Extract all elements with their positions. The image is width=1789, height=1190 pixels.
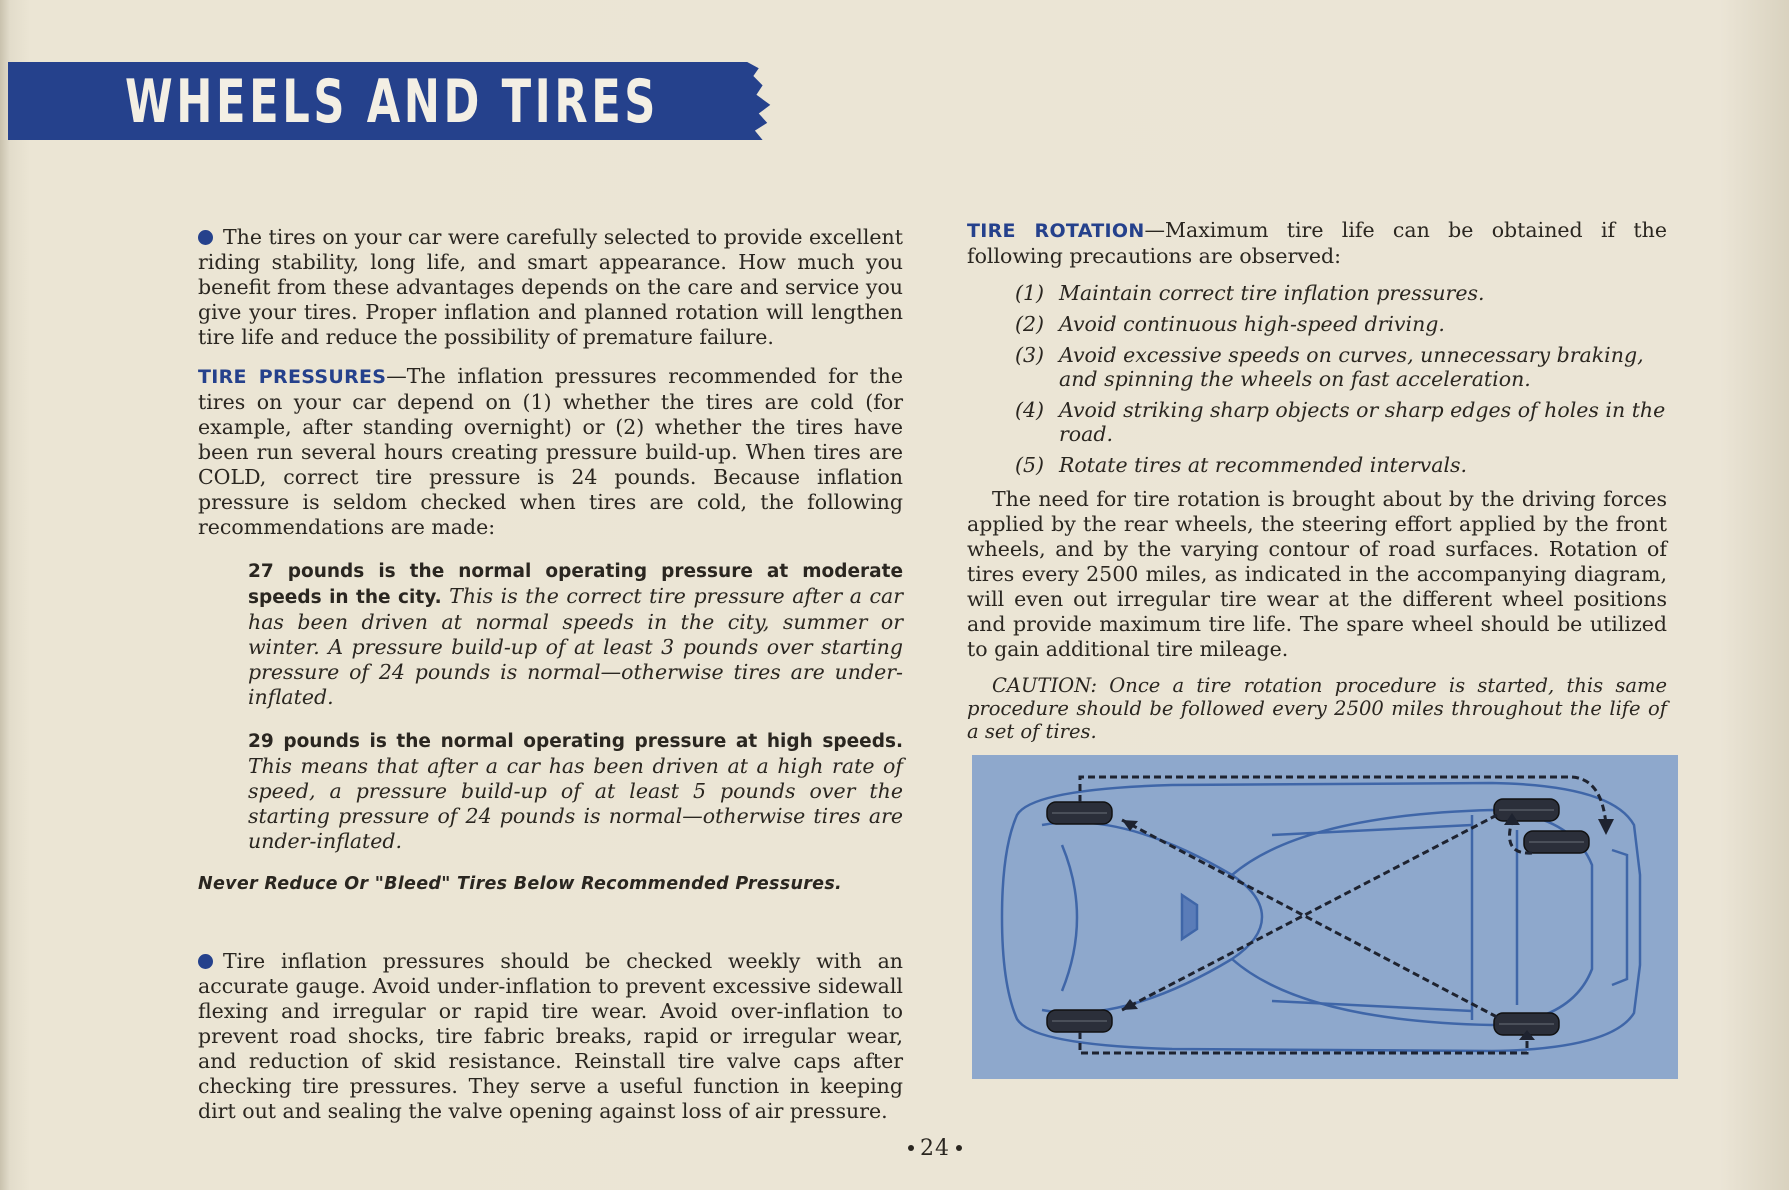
page-number: 24: [880, 1136, 990, 1161]
tire-pressures-heading: TIRE PRESSURES: [198, 366, 387, 388]
tire-rotation-heading: TIRE ROTATION: [967, 220, 1145, 242]
bullet-icon: [198, 230, 213, 245]
bullet-icon: [198, 954, 213, 969]
precautions-list: [1015, 281, 1667, 477]
caution-note: CAUTION: Once a tire rotation procedure is started, this same procedure should be followed every 2500 miles throughout the life of a set of tires.: [967, 674, 1667, 743]
tire-rotation-diagram: [972, 755, 1678, 1079]
intro-paragraph: The tires on your car were carefully selected to provide excellent riding stability, long life, and smart appearance. How much you benefit from these advantages depends on the care and service you give your tires. Proper inflation and planned rotation will lengthen tire life and reduce the possibility of premature failure.: [198, 225, 903, 349]
binding-edge: [0, 0, 10, 1190]
right-column: [967, 218, 1667, 743]
car-top-view-illustration: [972, 755, 1678, 1079]
list-item: (3) Avoid excessive speeds on curves, unnecessary braking, and spinning the wheels on fast acceleration.: [1015, 343, 1644, 391]
arrow-rear-left-to-front-right: [1122, 815, 1497, 1010]
tire-rotation-paragraph: TIRE ROTATION—Maximum tire life can be obtained if the following precautions are observed:: [967, 218, 1667, 268]
list-item: (4) Avoid striking sharp objects or sharp edges of holes in the road.: [1015, 398, 1666, 446]
pressure-27-paragraph: 27 pounds is the normal operating pressure at moderate speeds in the city. This is the correct tire pressure after a car has been driven at normal speeds in the city, summer or winter. A pressure build-up of at least 3 pounds over starting pressure of 24 pounds is normal—otherwise tires are under-inflated.: [248, 561, 903, 709]
page-title: WHEELS AND TIRES: [125, 67, 660, 137]
tires: [1047, 799, 1589, 1035]
list-item: (5) Rotate tires at recommended intervals.: [1015, 453, 1468, 477]
rotation-explanation: The need for tire rotation is brought about by the driving forces applied by the rear wheels, the steering effort applied by the front wheels, and by the varying contour of road surfaces. Rotation of tires every 2500 miles, as indicated in the accompanying diagram, will even out irregular tire wear at the different wheel positions and provide maximum tire life. The spare wheel should be utilized to gain additional tire mileage.: [967, 487, 1667, 661]
inflation-paragraph: Tire inflation pressures should be checked weekly with an accurate gauge. Avoid under-inflation to prevent excessive sidewall flexing and irregular or rapid tire wear. Avoid over-inflation to prevent road shocks, tire fabric breaks, rapid or irregular wear, and reduction of skid resistance. Reinstall tire valve caps after checking tire pressures. They serve a useful function in keeping dirt out and sealing the valve opening against loss of air pressure.: [198, 949, 903, 1123]
list-item: (1) Maintain correct tire inflation pressures.: [1015, 281, 1485, 305]
list-item: (2) Avoid continuous high-speed driving.: [1015, 312, 1445, 336]
left-column: [198, 225, 903, 1124]
never-reduce-warning: Never Reduce Or "Bleed" Tires Below Recommended Pressures.: [198, 874, 842, 894]
pressure-29-paragraph: 29 pounds is the normal operating pressure at high speeds. This means that after a car has been driven at a high rate of speed, a pressure build-up of at least 5 pounds over the starting pressure of 24 pounds is normal—otherwise tires are under-inflated.: [248, 731, 903, 853]
tire-pressures-paragraph: TIRE PRESSURES—The inflation pressures recommended for the tires on your car depend on (1) whether the tires are cold (for example, after standing overnight) or (2) whether the tires have been run several hours creating pressure build-up. When tires are COLD, correct tire pressure is 24 pounds. Because inflation pressure is seldom checked when tires are cold, the following recommendations are made:: [198, 364, 903, 539]
